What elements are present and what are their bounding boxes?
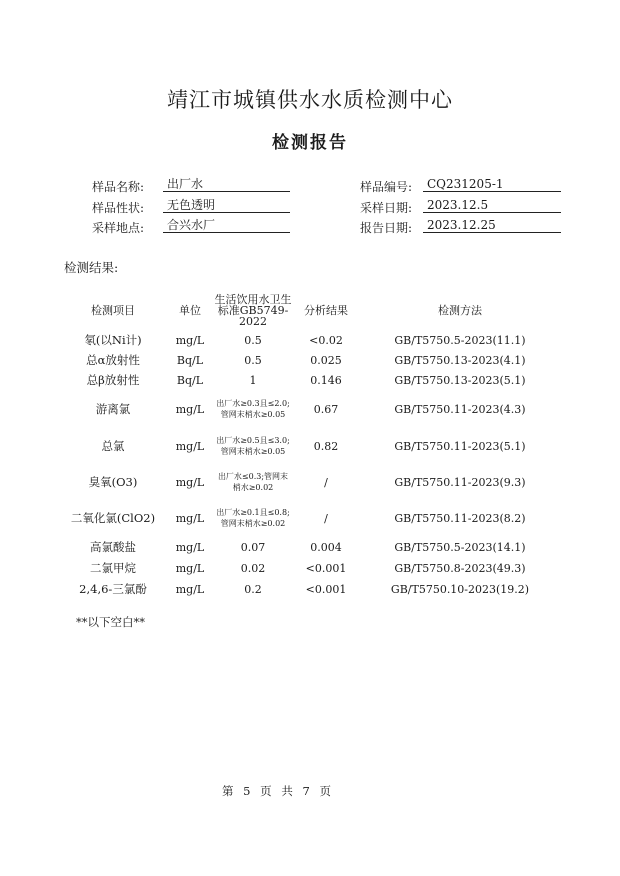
cell-method: GB/T5750.10-2023(19.2) [390, 582, 530, 596]
sample-place-label: 采样地点: [92, 221, 145, 235]
cell-unit: Bq/L [176, 373, 204, 387]
cell-method: GB/T5750.11-2023(8.2) [394, 511, 526, 525]
header-result: 分析结果 [304, 304, 348, 317]
table-header-row [60, 290, 560, 330]
cell-item: 2,4,6-三氯酚 [79, 582, 147, 596]
cell-result: 0.025 [310, 353, 342, 367]
cell-item: 二氯甲烷 [90, 561, 136, 575]
cell-method: GB/T5750.8-2023(49.3) [394, 561, 526, 575]
table-row [60, 428, 560, 464]
cell-method: GB/T5750.11-2023(4.3) [394, 402, 526, 416]
table-row [60, 578, 560, 600]
sample-state-label: 样品性状: [92, 201, 145, 215]
table-row [60, 536, 560, 558]
cell-standard: 0.02 [240, 561, 266, 575]
cell-result: / [324, 475, 328, 489]
report-date-label: 报告日期: [360, 221, 413, 235]
sample-place-value: 合兴水厂 [163, 218, 290, 233]
cell-unit: mg/L [175, 561, 205, 575]
cell-item: 臭氧(O3) [88, 475, 138, 489]
cell-result: 0.82 [313, 439, 339, 453]
cell-item: 总β放射性 [86, 373, 140, 387]
cell-method: GB/T5750.5-2023(11.1) [394, 333, 526, 347]
sample-name-value: 出厂水 [163, 177, 290, 192]
cell-unit: mg/L [175, 333, 205, 347]
cell-standard: 出厂水≥0.1且≤0.8;管网末梢水≥0.02 [216, 508, 290, 528]
table-row [60, 370, 560, 390]
cell-result: 0.146 [310, 373, 342, 387]
cell-standard: 0.07 [240, 540, 266, 554]
page-number: 第 5 页 共 7 页 [222, 784, 331, 798]
cell-result: <0.02 [309, 333, 343, 347]
cell-unit: mg/L [175, 582, 205, 596]
header-method: 检测方法 [438, 304, 482, 317]
organization-name: 靖江市城镇供水水质检测中心 [167, 88, 453, 112]
cell-method: GB/T5750.13-2023(4.1) [394, 353, 526, 367]
sample-no-label: 样品编号: [360, 180, 413, 194]
cell-item: 总α放射性 [86, 353, 140, 367]
section-title: 检测结果: [64, 260, 119, 275]
cell-method: GB/T5750.11-2023(5.1) [394, 439, 526, 453]
cell-standard: 0.5 [244, 353, 262, 367]
table-row [60, 330, 560, 350]
header-item: 检测项目 [91, 304, 135, 317]
cell-item: 氡(以Ni计) [84, 333, 142, 347]
cell-unit: mg/L [175, 439, 205, 453]
report-date-value: 2023.12.25 [423, 218, 561, 233]
cell-standard: 出厂水≥0.3且≤2.0;管网末梢水≥0.05 [216, 399, 290, 419]
header-standard: 生活饮用水卫生标准GB5749-2022 [214, 292, 292, 328]
cell-result: 0.67 [313, 402, 339, 416]
cell-result: <0.001 [305, 561, 347, 575]
table-row [60, 558, 560, 578]
cell-method: GB/T5750.11-2023(9.3) [394, 475, 526, 489]
cell-item: 高氯酸盐 [90, 540, 136, 554]
cell-standard: 0.5 [244, 333, 262, 347]
table-row [60, 500, 560, 536]
cell-method: GB/T5750.13-2023(5.1) [394, 373, 526, 387]
cell-unit: mg/L [175, 475, 205, 489]
cell-unit: mg/L [175, 540, 205, 554]
cell-unit: mg/L [175, 402, 205, 416]
end-note: **以下空白** [76, 615, 145, 629]
cell-standard: 出厂水≤0.3;管网末梢水≥0.02 [217, 472, 289, 492]
results-table [60, 290, 560, 600]
sample-date-value: 2023.12.5 [423, 198, 561, 213]
sample-date-label: 采样日期: [360, 201, 413, 215]
table-row [60, 350, 560, 370]
cell-standard: 1 [249, 373, 257, 387]
cell-result: 0.004 [310, 540, 342, 554]
cell-unit: mg/L [175, 511, 205, 525]
cell-result: / [324, 511, 328, 525]
table-row [60, 390, 560, 428]
sample-name-label: 样品名称: [92, 180, 145, 194]
cell-result: <0.001 [305, 582, 347, 596]
cell-item: 总氯 [101, 439, 125, 453]
cell-item: 游离氯 [95, 402, 131, 416]
cell-standard: 0.2 [244, 582, 262, 596]
cell-unit: Bq/L [176, 353, 204, 367]
cell-method: GB/T5750.5-2023(14.1) [394, 540, 526, 554]
header-unit: 单位 [179, 304, 201, 317]
cell-item: 二氧化氯(ClO2) [70, 511, 156, 525]
cell-standard: 出厂水≥0.5且≤3.0;管网末梢水≥0.05 [216, 436, 290, 456]
sample-no-value: CQ231205-1 [423, 177, 561, 192]
table-row [60, 464, 560, 500]
report-title: 检测报告 [272, 133, 348, 153]
sample-state-value: 无色透明 [163, 198, 290, 213]
